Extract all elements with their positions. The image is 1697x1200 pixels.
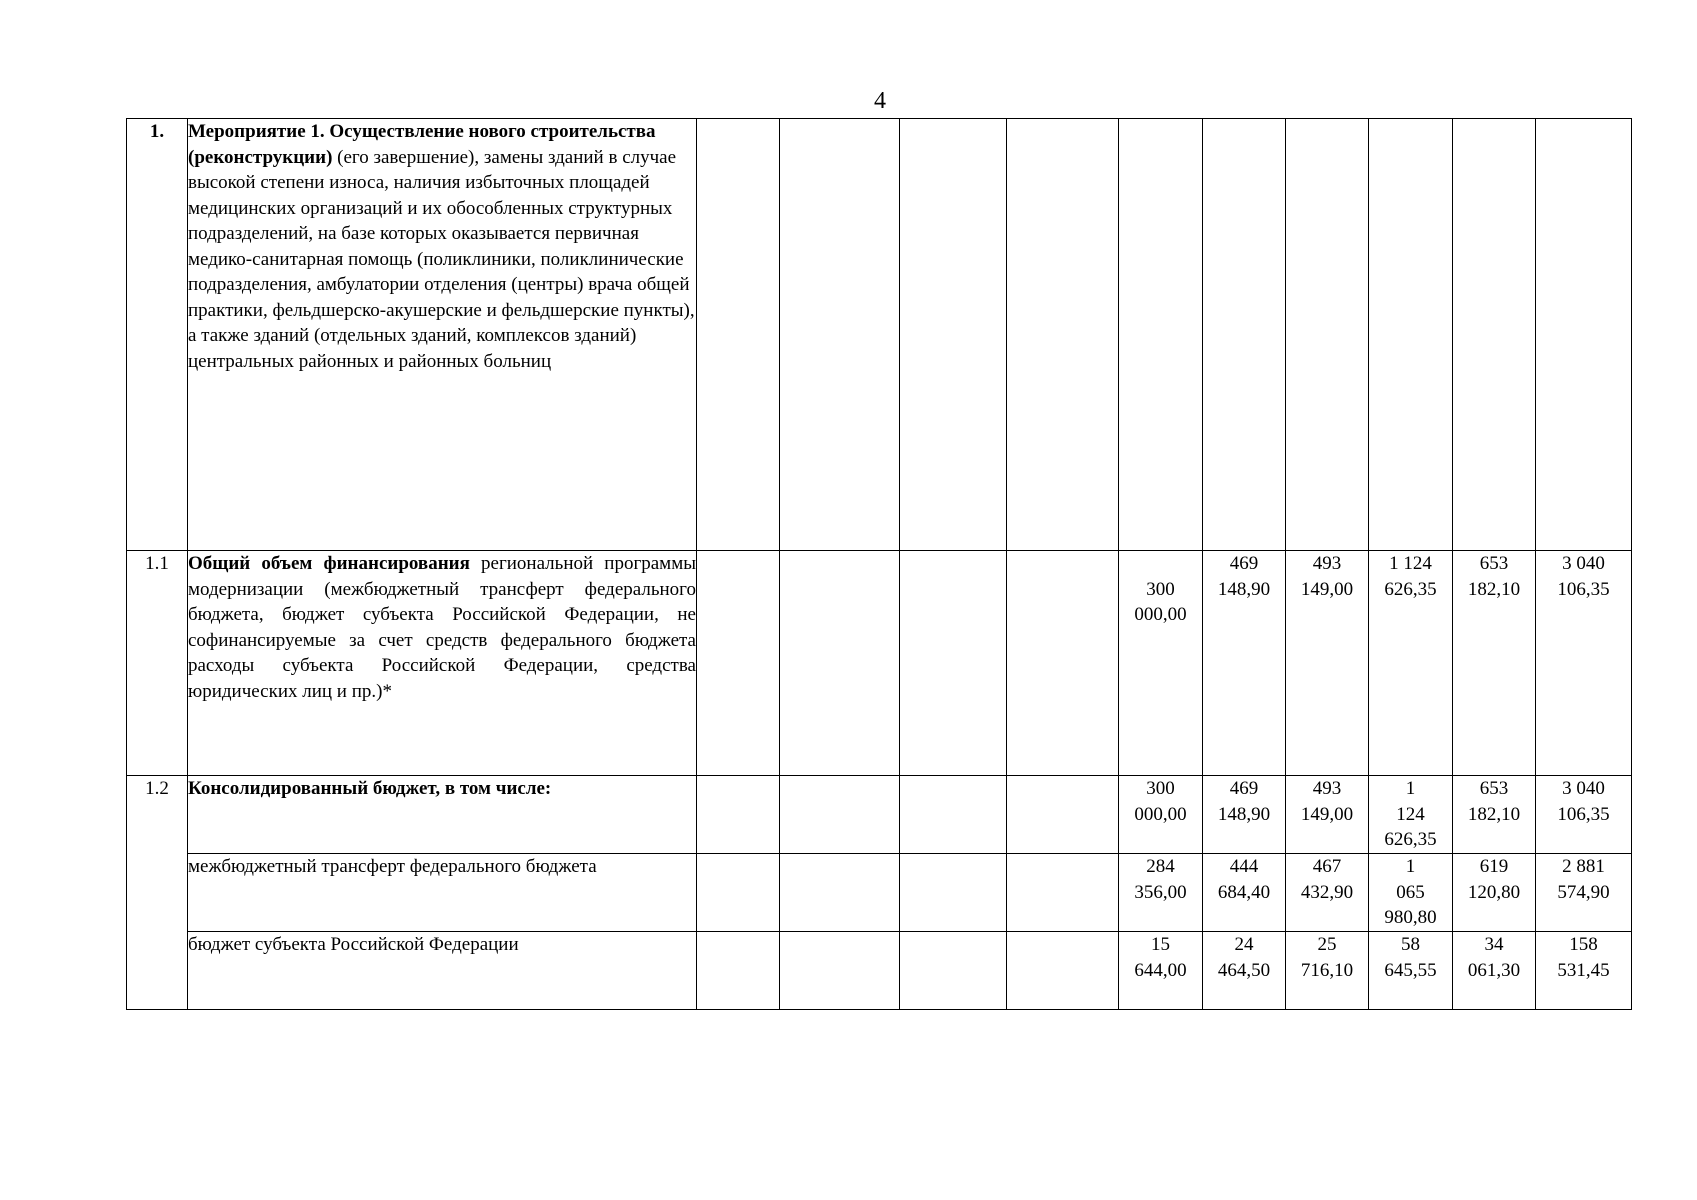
empty-cell	[900, 854, 1007, 932]
value-cell: 300 000,00	[1119, 551, 1203, 776]
row-number: 1.1	[127, 551, 188, 776]
empty-cell	[1007, 854, 1119, 932]
value-cell: 467 432,90	[1286, 854, 1369, 932]
value-cell: 58 645,55	[1369, 932, 1453, 1010]
value-cell: 653 182,10	[1453, 776, 1536, 854]
empty-cell	[1119, 119, 1203, 551]
table-row-1	[127, 119, 1632, 551]
empty-cell	[1453, 119, 1536, 551]
value-cell: 3 040 106,35	[1536, 551, 1632, 776]
empty-cell	[780, 932, 900, 1010]
empty-cell	[1007, 932, 1119, 1010]
financing-table	[126, 118, 1632, 1010]
value-cell: 25 716,10	[1286, 932, 1369, 1010]
value-cell: 1 124 626,35	[1369, 776, 1453, 854]
row-number: 1.2	[127, 776, 188, 1010]
value-cell: 15 644,00	[1119, 932, 1203, 1010]
value-cell: 493 149,00	[1286, 551, 1369, 776]
empty-cell	[900, 776, 1007, 854]
row-title-bold: Мероприятие 1. Осуществление нового строительства (реконструкции)	[188, 121, 656, 168]
page-number: 4	[874, 88, 886, 114]
table-row-1-2-regional	[127, 932, 1632, 1010]
empty-cell	[1286, 119, 1369, 551]
value-cell: 469 148,90	[1203, 551, 1286, 776]
row-description	[188, 551, 697, 776]
empty-cell	[780, 551, 900, 776]
value-cell: 493 149,00	[1286, 776, 1369, 854]
empty-cell	[900, 932, 1007, 1010]
value-cell: 3 040 106,35	[1536, 776, 1632, 854]
value-cell: 2 881 574,90	[1536, 854, 1632, 932]
row-description: бюджет субъекта Российской Федерации	[188, 932, 697, 1010]
value-cell: 300 000,00	[1119, 776, 1203, 854]
table-row-1-1	[127, 551, 1632, 776]
empty-cell	[780, 119, 900, 551]
empty-cell	[697, 932, 780, 1010]
empty-cell	[697, 776, 780, 854]
value-cell: 653 182,10	[1453, 551, 1536, 776]
row-description: Консолидированный бюджет, в том числе:	[188, 776, 697, 854]
row-number: 1.	[127, 119, 188, 551]
table-row-1-2-consolidated	[127, 776, 1632, 854]
value-cell: 34 061,30	[1453, 932, 1536, 1010]
value-cell: 1 124 626,35	[1369, 551, 1453, 776]
row-title-rest: региональной программы модернизации (межбюджетный трансферт федерального бюджета, бюджет субъекта Российской Федерации, не софинансируемые за счет средств федерального бюджета расходы субъекта Российской Федерации, средства юридических лиц и пр.)*	[188, 553, 696, 702]
row-description: межбюджетный трансферт федерального бюджета	[188, 854, 697, 932]
value-cell: 284 356,00	[1119, 854, 1203, 932]
empty-cell	[1007, 776, 1119, 854]
empty-cell	[780, 776, 900, 854]
value-cell: 444 684,40	[1203, 854, 1286, 932]
empty-cell	[900, 551, 1007, 776]
empty-cell	[1203, 119, 1286, 551]
value-cell: 24 464,50	[1203, 932, 1286, 1010]
empty-cell	[697, 854, 780, 932]
empty-cell	[780, 854, 900, 932]
value-cell: 158 531,45	[1536, 932, 1632, 1010]
empty-cell	[900, 119, 1007, 551]
empty-cell	[1536, 119, 1632, 551]
value-cell: 469 148,90	[1203, 776, 1286, 854]
row-title-bold: Общий объем финансирования	[188, 553, 470, 574]
value-cell: 619 120,80	[1453, 854, 1536, 932]
empty-cell	[697, 119, 780, 551]
row-title-rest: (его завершение), замены зданий в случае высокой степени износа, наличия избыточных площадей медицинских организаций и их обособленных структурных подразделений, на базе которых оказывается первичная медико-санитарная помощь (поликлиники, поликлинические подразделения, амбулатории отделения (центры) врача общей практики, фельдшерско-акушерские и фельдшерские пункты), а также зданий (отдельных зданий, комплексов зданий) центральных районных и районных больниц	[188, 146, 695, 372]
row-description	[188, 119, 697, 551]
empty-cell	[1369, 119, 1453, 551]
table-row-1-2-federal	[127, 854, 1632, 932]
value-cell: 1 065 980,80	[1369, 854, 1453, 932]
empty-cell	[1007, 551, 1119, 776]
empty-cell	[697, 551, 780, 776]
empty-cell	[1007, 119, 1119, 551]
